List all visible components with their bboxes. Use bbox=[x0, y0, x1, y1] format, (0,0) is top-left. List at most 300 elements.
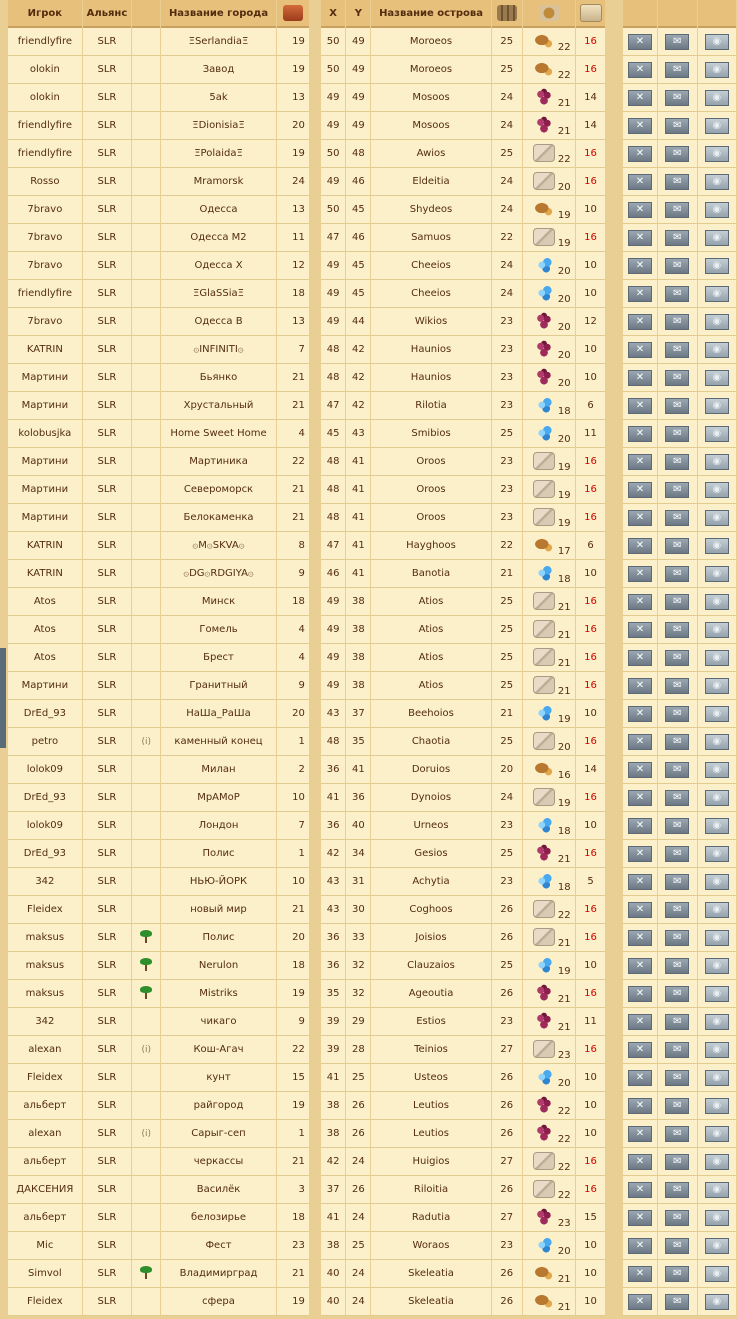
message-icon[interactable]: ✉ bbox=[665, 1042, 689, 1058]
delete-icon[interactable]: ✕ bbox=[628, 146, 652, 162]
island-name[interactable]: Joisios bbox=[371, 924, 490, 952]
alliance-tag[interactable]: SLR bbox=[83, 700, 131, 728]
delete-icon[interactable]: ✕ bbox=[628, 650, 652, 666]
city-name[interactable]: ΞDionisiaΞ bbox=[161, 112, 275, 140]
message-icon[interactable]: ✉ bbox=[665, 258, 689, 274]
message-icon[interactable]: ✉ bbox=[665, 1126, 689, 1142]
island-name[interactable]: Atios bbox=[371, 588, 490, 616]
player-name[interactable]: Мартини bbox=[8, 476, 82, 504]
view-icon[interactable]: ◉ bbox=[705, 342, 729, 358]
delete-icon[interactable]: ✕ bbox=[628, 566, 652, 582]
view-icon[interactable]: ◉ bbox=[705, 510, 729, 526]
player-name[interactable]: 7bravo bbox=[8, 224, 82, 252]
view-icon[interactable]: ◉ bbox=[705, 678, 729, 694]
island-name[interactable]: Haunios bbox=[371, 336, 490, 364]
city-name[interactable]: Полис bbox=[161, 840, 275, 868]
message-icon[interactable]: ✉ bbox=[665, 230, 689, 246]
delete-icon[interactable]: ✕ bbox=[628, 1126, 652, 1142]
alliance-tag[interactable]: SLR bbox=[83, 252, 131, 280]
delete-icon[interactable]: ✕ bbox=[628, 118, 652, 134]
alliance-tag[interactable]: SLR bbox=[83, 112, 131, 140]
message-icon[interactable]: ✉ bbox=[665, 1294, 689, 1310]
player-name[interactable]: KATRIN bbox=[8, 532, 82, 560]
view-icon[interactable]: ◉ bbox=[705, 230, 729, 246]
city-name[interactable]: НаШа_РаШа bbox=[161, 700, 275, 728]
city-name[interactable]: Бьянко bbox=[161, 364, 275, 392]
view-icon[interactable]: ◉ bbox=[705, 1210, 729, 1226]
alliance-tag[interactable]: SLR bbox=[83, 952, 131, 980]
city-name[interactable]: ΞSerlandiaΞ bbox=[161, 28, 275, 56]
message-icon[interactable]: ✉ bbox=[665, 314, 689, 330]
city-name[interactable]: Милан bbox=[161, 756, 275, 784]
alliance-tag[interactable]: SLR bbox=[83, 924, 131, 952]
view-icon[interactable]: ◉ bbox=[705, 930, 729, 946]
alliance-tag[interactable]: SLR bbox=[83, 1092, 131, 1120]
island-name[interactable]: Doruios bbox=[371, 756, 490, 784]
delete-icon[interactable]: ✕ bbox=[628, 370, 652, 386]
alliance-tag[interactable]: SLR bbox=[83, 1036, 131, 1064]
message-icon[interactable]: ✉ bbox=[665, 1238, 689, 1254]
delete-icon[interactable]: ✕ bbox=[628, 314, 652, 330]
player-name[interactable]: Fleidex bbox=[8, 1064, 82, 1092]
island-name[interactable]: Cheeios bbox=[371, 252, 490, 280]
city-name[interactable]: каменный конец bbox=[161, 728, 275, 756]
island-name[interactable]: Atios bbox=[371, 644, 490, 672]
view-icon[interactable]: ◉ bbox=[705, 1042, 729, 1058]
view-icon[interactable]: ◉ bbox=[705, 538, 729, 554]
alliance-tag[interactable]: SLR bbox=[83, 140, 131, 168]
delete-icon[interactable]: ✕ bbox=[628, 230, 652, 246]
player-name[interactable]: 7bravo bbox=[8, 252, 82, 280]
col-wood[interactable] bbox=[492, 0, 522, 28]
message-icon[interactable]: ✉ bbox=[665, 202, 689, 218]
island-name[interactable]: Atios bbox=[371, 616, 490, 644]
view-icon[interactable]: ◉ bbox=[705, 174, 729, 190]
player-name[interactable]: 7bravo bbox=[8, 196, 82, 224]
message-icon[interactable]: ✉ bbox=[665, 538, 689, 554]
island-name[interactable]: Estios bbox=[371, 1008, 490, 1036]
view-icon[interactable]: ◉ bbox=[705, 986, 729, 1002]
alliance-tag[interactable]: SLR bbox=[83, 1008, 131, 1036]
view-icon[interactable]: ◉ bbox=[705, 118, 729, 134]
island-name[interactable]: Banotia bbox=[371, 560, 490, 588]
city-name[interactable]: черкассы bbox=[161, 1148, 275, 1176]
message-icon[interactable]: ✉ bbox=[665, 986, 689, 1002]
city-name[interactable]: ΞPolaidaΞ bbox=[161, 140, 275, 168]
player-name[interactable]: lolok09 bbox=[8, 756, 82, 784]
player-name[interactable]: kolobusjka bbox=[8, 420, 82, 448]
player-name[interactable]: olokin bbox=[8, 84, 82, 112]
delete-icon[interactable]: ✕ bbox=[628, 734, 652, 750]
view-icon[interactable]: ◉ bbox=[705, 1266, 729, 1282]
delete-icon[interactable]: ✕ bbox=[628, 62, 652, 78]
alliance-tag[interactable]: SLR bbox=[83, 28, 131, 56]
message-icon[interactable]: ✉ bbox=[665, 454, 689, 470]
delete-icon[interactable]: ✕ bbox=[628, 286, 652, 302]
city-name[interactable]: райгород bbox=[161, 1092, 275, 1120]
view-icon[interactable]: ◉ bbox=[705, 734, 729, 750]
island-name[interactable]: Radutia bbox=[371, 1204, 490, 1232]
player-name[interactable]: 342 bbox=[8, 1008, 82, 1036]
island-name[interactable]: Awios bbox=[371, 140, 490, 168]
message-icon[interactable]: ✉ bbox=[665, 734, 689, 750]
delete-icon[interactable]: ✕ bbox=[628, 1098, 652, 1114]
player-name[interactable]: Atos bbox=[8, 588, 82, 616]
alliance-tag[interactable]: SLR bbox=[83, 168, 131, 196]
player-name[interactable]: Мартини bbox=[8, 448, 82, 476]
delete-icon[interactable]: ✕ bbox=[628, 398, 652, 414]
view-icon[interactable]: ◉ bbox=[705, 1154, 729, 1170]
view-icon[interactable]: ◉ bbox=[705, 1014, 729, 1030]
message-icon[interactable]: ✉ bbox=[665, 174, 689, 190]
island-name[interactable]: Coghoos bbox=[371, 896, 490, 924]
view-icon[interactable]: ◉ bbox=[705, 958, 729, 974]
message-icon[interactable]: ✉ bbox=[665, 426, 689, 442]
view-icon[interactable]: ◉ bbox=[705, 314, 729, 330]
view-icon[interactable]: ◉ bbox=[705, 622, 729, 638]
col-player[interactable]: Игрок bbox=[8, 0, 82, 28]
delete-icon[interactable]: ✕ bbox=[628, 1238, 652, 1254]
player-name[interactable]: альберт bbox=[8, 1148, 82, 1176]
city-name[interactable]: ۞DG۞RDGIYA۞ bbox=[161, 560, 275, 588]
player-name[interactable]: Fleidex bbox=[8, 896, 82, 924]
message-icon[interactable]: ✉ bbox=[665, 1182, 689, 1198]
delete-icon[interactable]: ✕ bbox=[628, 986, 652, 1002]
island-name[interactable]: Leutios bbox=[371, 1092, 490, 1120]
alliance-tag[interactable]: SLR bbox=[83, 1120, 131, 1148]
island-name[interactable]: Rilotia bbox=[371, 392, 490, 420]
message-icon[interactable]: ✉ bbox=[665, 678, 689, 694]
delete-icon[interactable]: ✕ bbox=[628, 1294, 652, 1310]
alliance-tag[interactable]: SLR bbox=[83, 1288, 131, 1316]
city-name[interactable]: МрАМоР bbox=[161, 784, 275, 812]
message-icon[interactable]: ✉ bbox=[665, 958, 689, 974]
player-name[interactable]: Fleidex bbox=[8, 1288, 82, 1316]
city-name[interactable]: Североморск bbox=[161, 476, 275, 504]
message-icon[interactable]: ✉ bbox=[665, 398, 689, 414]
player-name[interactable]: Rosso bbox=[8, 168, 82, 196]
message-icon[interactable]: ✉ bbox=[665, 90, 689, 106]
col-city-level[interactable] bbox=[277, 0, 309, 28]
alliance-tag[interactable]: SLR bbox=[83, 224, 131, 252]
city-name[interactable]: новый мир bbox=[161, 896, 275, 924]
alliance-tag[interactable]: SLR bbox=[83, 672, 131, 700]
alliance-tag[interactable]: SLR bbox=[83, 1064, 131, 1092]
city-name[interactable]: Хрустальный bbox=[161, 392, 275, 420]
message-icon[interactable]: ✉ bbox=[665, 1266, 689, 1282]
island-name[interactable]: Chaotia bbox=[371, 728, 490, 756]
delete-icon[interactable]: ✕ bbox=[628, 1154, 652, 1170]
island-name[interactable]: Riloitia bbox=[371, 1176, 490, 1204]
island-name[interactable]: Urneos bbox=[371, 812, 490, 840]
alliance-tag[interactable]: SLR bbox=[83, 532, 131, 560]
view-icon[interactable]: ◉ bbox=[705, 202, 729, 218]
island-name[interactable]: Skeleatia bbox=[371, 1288, 490, 1316]
island-name[interactable]: Dynoios bbox=[371, 784, 490, 812]
player-name[interactable]: maksus bbox=[8, 952, 82, 980]
col-y[interactable]: Y bbox=[346, 0, 370, 28]
message-icon[interactable]: ✉ bbox=[665, 930, 689, 946]
player-name[interactable]: Мартини bbox=[8, 504, 82, 532]
island-name[interactable]: Shydeos bbox=[371, 196, 490, 224]
message-icon[interactable]: ✉ bbox=[665, 62, 689, 78]
message-icon[interactable]: ✉ bbox=[665, 566, 689, 582]
player-name[interactable]: DrEd_93 bbox=[8, 700, 82, 728]
view-icon[interactable]: ◉ bbox=[705, 706, 729, 722]
alliance-tag[interactable]: SLR bbox=[83, 336, 131, 364]
view-icon[interactable]: ◉ bbox=[705, 1098, 729, 1114]
view-icon[interactable]: ◉ bbox=[705, 566, 729, 582]
delete-icon[interactable]: ✕ bbox=[628, 846, 652, 862]
alliance-tag[interactable]: SLR bbox=[83, 644, 131, 672]
view-icon[interactable]: ◉ bbox=[705, 1126, 729, 1142]
delete-icon[interactable]: ✕ bbox=[628, 678, 652, 694]
city-name[interactable]: Минск bbox=[161, 588, 275, 616]
delete-icon[interactable]: ✕ bbox=[628, 1210, 652, 1226]
city-name[interactable]: Сарыг-сеп bbox=[161, 1120, 275, 1148]
player-name[interactable]: friendlyfire bbox=[8, 28, 82, 56]
island-name[interactable]: Smibios bbox=[371, 420, 490, 448]
col-alliance[interactable]: Альянс bbox=[83, 0, 131, 28]
delete-icon[interactable]: ✕ bbox=[628, 874, 652, 890]
delete-icon[interactable]: ✕ bbox=[628, 454, 652, 470]
island-name[interactable]: Wikios bbox=[371, 308, 490, 336]
island-name[interactable]: Atios bbox=[371, 672, 490, 700]
view-icon[interactable]: ◉ bbox=[705, 258, 729, 274]
alliance-tag[interactable]: SLR bbox=[83, 588, 131, 616]
player-name[interactable]: lolok09 bbox=[8, 812, 82, 840]
alliance-tag[interactable]: SLR bbox=[83, 560, 131, 588]
city-name[interactable]: Василёк bbox=[161, 1176, 275, 1204]
message-icon[interactable]: ✉ bbox=[665, 790, 689, 806]
city-name[interactable]: чикаго bbox=[161, 1008, 275, 1036]
player-name[interactable]: friendlyfire bbox=[8, 140, 82, 168]
island-name[interactable]: Clauzaios bbox=[371, 952, 490, 980]
city-name[interactable]: белозирье bbox=[161, 1204, 275, 1232]
delete-icon[interactable]: ✕ bbox=[628, 202, 652, 218]
island-name[interactable]: Skeleatia bbox=[371, 1260, 490, 1288]
view-icon[interactable]: ◉ bbox=[705, 286, 729, 302]
message-icon[interactable]: ✉ bbox=[665, 118, 689, 134]
delete-icon[interactable]: ✕ bbox=[628, 510, 652, 526]
view-icon[interactable]: ◉ bbox=[705, 902, 729, 918]
alliance-tag[interactable]: SLR bbox=[83, 756, 131, 784]
player-name[interactable]: KATRIN bbox=[8, 336, 82, 364]
message-icon[interactable]: ✉ bbox=[665, 818, 689, 834]
delete-icon[interactable]: ✕ bbox=[628, 174, 652, 190]
city-name[interactable]: Гомель bbox=[161, 616, 275, 644]
alliance-tag[interactable]: SLR bbox=[83, 364, 131, 392]
alliance-tag[interactable]: SLR bbox=[83, 840, 131, 868]
alliance-tag[interactable]: SLR bbox=[83, 812, 131, 840]
city-name[interactable]: Nerulon bbox=[161, 952, 275, 980]
island-name[interactable]: Cheeios bbox=[371, 280, 490, 308]
city-name[interactable]: Home Sweet Home bbox=[161, 420, 275, 448]
alliance-tag[interactable]: SLR bbox=[83, 1232, 131, 1260]
view-icon[interactable]: ◉ bbox=[705, 650, 729, 666]
view-icon[interactable]: ◉ bbox=[705, 62, 729, 78]
col-island-name[interactable]: Название острова bbox=[371, 0, 490, 28]
city-name[interactable]: Гранитный bbox=[161, 672, 275, 700]
city-name[interactable]: Mramorsk bbox=[161, 168, 275, 196]
delete-icon[interactable]: ✕ bbox=[628, 1266, 652, 1282]
view-icon[interactable]: ◉ bbox=[705, 594, 729, 610]
view-icon[interactable]: ◉ bbox=[705, 1070, 729, 1086]
island-name[interactable]: Achytia bbox=[371, 868, 490, 896]
message-icon[interactable]: ✉ bbox=[665, 846, 689, 862]
player-name[interactable]: Мартини bbox=[8, 392, 82, 420]
alliance-tag[interactable]: SLR bbox=[83, 280, 131, 308]
city-name[interactable]: ۞INFINITI۞ bbox=[161, 336, 275, 364]
player-name[interactable]: Atos bbox=[8, 644, 82, 672]
delete-icon[interactable]: ✕ bbox=[628, 34, 652, 50]
city-name[interactable]: Лондон bbox=[161, 812, 275, 840]
view-icon[interactable]: ◉ bbox=[705, 790, 729, 806]
island-name[interactable]: Oroos bbox=[371, 476, 490, 504]
view-icon[interactable]: ◉ bbox=[705, 818, 729, 834]
player-name[interactable]: Atos bbox=[8, 616, 82, 644]
player-name[interactable]: DrEd_93 bbox=[8, 784, 82, 812]
message-icon[interactable]: ✉ bbox=[665, 1154, 689, 1170]
delete-icon[interactable]: ✕ bbox=[628, 622, 652, 638]
view-icon[interactable]: ◉ bbox=[705, 1294, 729, 1310]
player-name[interactable]: альберт bbox=[8, 1204, 82, 1232]
alliance-tag[interactable]: SLR bbox=[83, 56, 131, 84]
message-icon[interactable]: ✉ bbox=[665, 146, 689, 162]
island-name[interactable]: Eldeitia bbox=[371, 168, 490, 196]
message-icon[interactable]: ✉ bbox=[665, 1070, 689, 1086]
player-name[interactable]: Мартини bbox=[8, 364, 82, 392]
city-name[interactable]: Мартиника bbox=[161, 448, 275, 476]
view-icon[interactable]: ◉ bbox=[705, 34, 729, 50]
city-name[interactable]: Владимирград bbox=[161, 1260, 275, 1288]
city-name[interactable]: 5ak bbox=[161, 84, 275, 112]
island-name[interactable]: Mosoos bbox=[371, 84, 490, 112]
player-name[interactable]: 7bravo bbox=[8, 308, 82, 336]
player-name[interactable]: maksus bbox=[8, 980, 82, 1008]
alliance-tag[interactable]: SLR bbox=[83, 1148, 131, 1176]
view-icon[interactable]: ◉ bbox=[705, 454, 729, 470]
view-icon[interactable]: ◉ bbox=[705, 398, 729, 414]
message-icon[interactable]: ✉ bbox=[665, 622, 689, 638]
island-name[interactable]: Huigios bbox=[371, 1148, 490, 1176]
alliance-tag[interactable]: SLR bbox=[83, 784, 131, 812]
message-icon[interactable]: ✉ bbox=[665, 1210, 689, 1226]
city-name[interactable]: Белокаменка bbox=[161, 504, 275, 532]
view-icon[interactable]: ◉ bbox=[705, 846, 729, 862]
player-name[interactable]: maksus bbox=[8, 924, 82, 952]
city-name[interactable]: Фест bbox=[161, 1232, 275, 1260]
player-name[interactable]: alexan bbox=[8, 1036, 82, 1064]
island-name[interactable]: Oroos bbox=[371, 448, 490, 476]
view-icon[interactable]: ◉ bbox=[705, 1182, 729, 1198]
city-name[interactable]: Брест bbox=[161, 644, 275, 672]
island-name[interactable]: Haunios bbox=[371, 364, 490, 392]
city-name[interactable]: ۞M۞SKVA۞ bbox=[161, 532, 275, 560]
alliance-tag[interactable]: SLR bbox=[83, 308, 131, 336]
alliance-tag[interactable]: SLR bbox=[83, 504, 131, 532]
view-icon[interactable]: ◉ bbox=[705, 1238, 729, 1254]
player-name[interactable]: KATRIN bbox=[8, 560, 82, 588]
delete-icon[interactable]: ✕ bbox=[628, 1182, 652, 1198]
view-icon[interactable]: ◉ bbox=[705, 482, 729, 498]
message-icon[interactable]: ✉ bbox=[665, 34, 689, 50]
alliance-tag[interactable]: SLR bbox=[83, 84, 131, 112]
player-name[interactable]: olokin bbox=[8, 56, 82, 84]
alliance-tag[interactable]: SLR bbox=[83, 448, 131, 476]
island-name[interactable]: Teinios bbox=[371, 1036, 490, 1064]
alliance-tag[interactable]: SLR bbox=[83, 392, 131, 420]
delete-icon[interactable]: ✕ bbox=[628, 258, 652, 274]
view-icon[interactable]: ◉ bbox=[705, 370, 729, 386]
player-name[interactable]: friendlyfire bbox=[8, 112, 82, 140]
delete-icon[interactable]: ✕ bbox=[628, 90, 652, 106]
city-name[interactable]: Mistriks bbox=[161, 980, 275, 1008]
delete-icon[interactable]: ✕ bbox=[628, 930, 652, 946]
message-icon[interactable]: ✉ bbox=[665, 286, 689, 302]
player-name[interactable]: 342 bbox=[8, 868, 82, 896]
message-icon[interactable]: ✉ bbox=[665, 762, 689, 778]
island-name[interactable]: Gesios bbox=[371, 840, 490, 868]
delete-icon[interactable]: ✕ bbox=[628, 426, 652, 442]
city-name[interactable]: ΞGlaSSiaΞ bbox=[161, 280, 275, 308]
island-name[interactable]: Woraos bbox=[371, 1232, 490, 1260]
alliance-tag[interactable]: SLR bbox=[83, 1260, 131, 1288]
player-name[interactable]: Simvol bbox=[8, 1260, 82, 1288]
col-resource[interactable] bbox=[523, 0, 576, 28]
message-icon[interactable]: ✉ bbox=[665, 1098, 689, 1114]
island-name[interactable]: Mosoos bbox=[371, 112, 490, 140]
island-name[interactable]: Oroos bbox=[371, 504, 490, 532]
player-name[interactable]: ДАКСЕНИЯ bbox=[8, 1176, 82, 1204]
island-name[interactable]: Hayghoos bbox=[371, 532, 490, 560]
city-name[interactable]: Одесса B bbox=[161, 308, 275, 336]
delete-icon[interactable]: ✕ bbox=[628, 594, 652, 610]
delete-icon[interactable]: ✕ bbox=[628, 762, 652, 778]
city-name[interactable]: Завод bbox=[161, 56, 275, 84]
alliance-tag[interactable]: SLR bbox=[83, 1204, 131, 1232]
message-icon[interactable]: ✉ bbox=[665, 594, 689, 610]
message-icon[interactable]: ✉ bbox=[665, 510, 689, 526]
island-name[interactable]: Moroeos bbox=[371, 56, 490, 84]
player-name[interactable]: friendlyfire bbox=[8, 280, 82, 308]
alliance-tag[interactable]: SLR bbox=[83, 728, 131, 756]
alliance-tag[interactable]: SLR bbox=[83, 980, 131, 1008]
col-x[interactable]: X bbox=[321, 0, 345, 28]
view-icon[interactable]: ◉ bbox=[705, 426, 729, 442]
view-icon[interactable]: ◉ bbox=[705, 762, 729, 778]
player-name[interactable]: DrEd_93 bbox=[8, 840, 82, 868]
alliance-tag[interactable]: SLR bbox=[83, 196, 131, 224]
player-name[interactable]: alexan bbox=[8, 1120, 82, 1148]
island-name[interactable]: Ageoutia bbox=[371, 980, 490, 1008]
message-icon[interactable]: ✉ bbox=[665, 874, 689, 890]
player-name[interactable]: альберт bbox=[8, 1092, 82, 1120]
delete-icon[interactable]: ✕ bbox=[628, 790, 652, 806]
alliance-tag[interactable]: SLR bbox=[83, 616, 131, 644]
island-name[interactable]: Leutios bbox=[371, 1120, 490, 1148]
message-icon[interactable]: ✉ bbox=[665, 1014, 689, 1030]
alliance-tag[interactable]: SLR bbox=[83, 896, 131, 924]
player-name[interactable]: Мартини bbox=[8, 672, 82, 700]
island-name[interactable]: Usteos bbox=[371, 1064, 490, 1092]
delete-icon[interactable]: ✕ bbox=[628, 818, 652, 834]
island-name[interactable]: Samuos bbox=[371, 224, 490, 252]
city-name[interactable]: кунт bbox=[161, 1064, 275, 1092]
player-name[interactable]: petro bbox=[8, 728, 82, 756]
view-icon[interactable]: ◉ bbox=[705, 146, 729, 162]
alliance-tag[interactable]: SLR bbox=[83, 1176, 131, 1204]
